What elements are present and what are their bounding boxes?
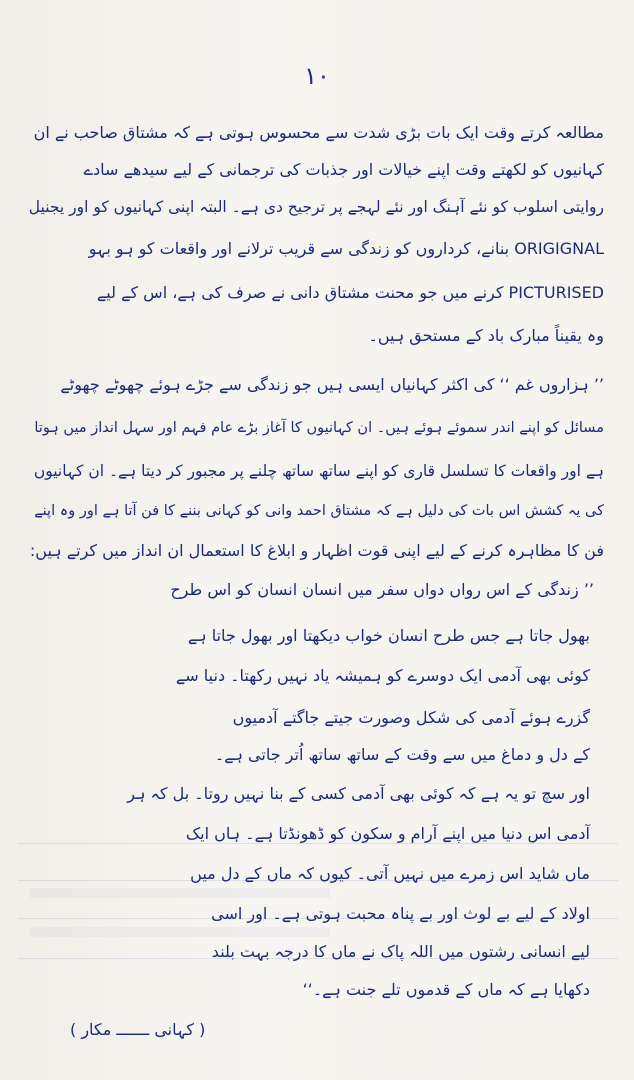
quote-line: اور سچ تو یہ ہے کہ کوئی بھی آدمی کسی کے بنا نہیں روتا۔ بل کہ ہر [127, 784, 590, 803]
body-line: روایتی اسلوب کو نئے آہنگ اور نئے لہجے پر ترجیح دی ہے۔ البتہ اپنی کہانیوں کو اور یجنیل [28, 198, 604, 216]
quote-line: ’’ زندگی کے اس رواں دواں سفر میں انسان انسان کو اس طرح [170, 580, 594, 599]
bleed-through-text [30, 927, 330, 937]
body-line: وہ یقیناً مبارک باد کے مستحق ہیں۔ [368, 326, 604, 345]
body-line: ORIGIGNAL بنانے، کرداروں کو زندگی سے قریب ترلانے اور واقعات کو ہو بہو [88, 239, 604, 258]
quote-line: بھول جاتا ہے جس طرح انسان خواب دیکھتا اور بھول جاتا ہے [187, 626, 590, 645]
bleed-through-text [30, 888, 330, 898]
body-line: مطالعہ کرتے وقت ایک بات بڑی شدت سے محسوس ہوتی ہے کہ مشتاق صاحب نے ان [33, 123, 604, 142]
quote-line: اولاد کے لیے بے لوث اور بے پناہ محبت ہوتی ہے۔ اور اسی [211, 904, 590, 923]
page-number: ١٠ [304, 62, 330, 90]
body-line: ’’ ہزاروں غم ‘‘ کی اکثر کہانیاں ایسی ہیں جو زندگی سے جڑے ہوئے چھوٹے چھوٹے [60, 375, 604, 394]
faint-rule [18, 843, 618, 844]
quote-line: دکھایا ہے کہ ماں کے قدموں تلے جنت ہے۔‘‘ [302, 980, 590, 999]
body-line: ہے اور واقعات کا تسلسل قاری کو اپنے ساتھ ساتھ چلنے پر مجبور کر دیتا ہے۔ ان کہانیوں [33, 462, 604, 480]
quote-line: آدمی اس دنیا میں اپنے آرام و سکون کو ڈھونڈتا ہے۔ ہاں ایک [185, 824, 590, 843]
quote-line: کوئی بھی آدمی ایک دوسرے کو ہمیشہ یاد نہیں رکھتا۔ دنیا سے [175, 666, 590, 685]
quote-line: کے دل و دماغ میں سے وقت کے ساتھ ساتھ اُتر جاتی ہے۔ [214, 745, 590, 764]
body-line: کی یہ کشش اس بات کی دلیل ہے کہ مشتاق احمد وانی کو کہانی بننے کا فن آتا ہے اور وہ اپنے [34, 503, 604, 519]
body-line: مسائل کو اپنے اندر سموئے ہوئے ہیں۔ ان کہانیوں کا آغاز بڑے عام فہم اور سہل انداز میں ہوتا [34, 420, 604, 436]
body-line: فن کا مظاہرہ کرنے کے لیے اپنی قوت اظہار و ابلاغ کا استعمال ان انداز میں کرتے ہیں: [29, 541, 604, 560]
story-attribution: ( کہانی ـــــــ مکار ) [70, 1020, 206, 1039]
quote-line: ماں شاید اس زمرے میں نہیں آتی۔ کیوں کہ ماں کے دل میں [190, 864, 590, 883]
quote-line: گزرے ہوئے آدمی کی شکل وصورت جیتے جاگتے آدمیوں [232, 708, 590, 727]
body-line: کہانیوں کو لکھتے وقت اپنے خیالات اور جذبات کی ترجمانی کے لیے سیدھے سادے [83, 160, 604, 179]
quote-line: لیے انسانی رشتوں میں اللہ پاک نے ماں کا درجہ بہت بلند [211, 942, 590, 961]
body-line: PICTURISED کرنے میں جو محنت مشتاق دانی نے صرف کی ہے، اس کے لیے [96, 283, 604, 302]
